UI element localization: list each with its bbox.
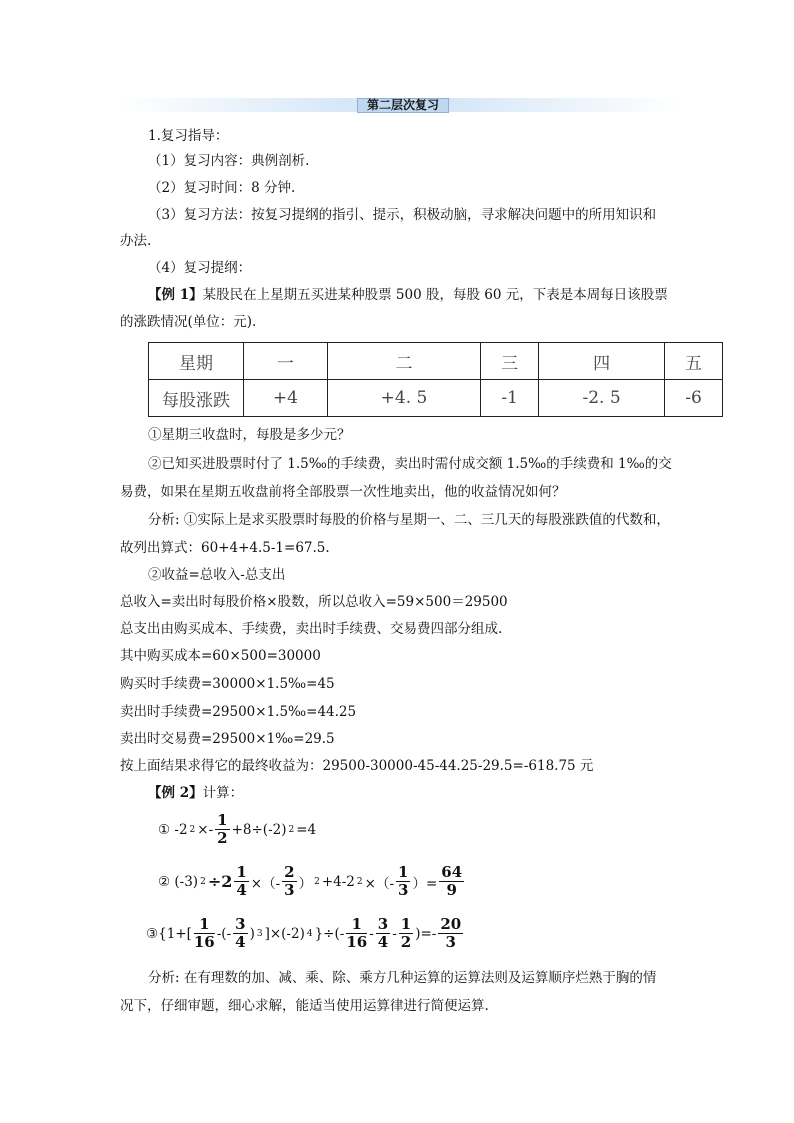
example1-final: 按上面结果求得它的最终收益为：29500-30000-45-44.25-29.5=-618.75 元 xyxy=(120,758,594,774)
example1-q1: ①星期三收盘时，每股是多少元？ xyxy=(148,427,351,443)
example2-heading: 【例 2】计算： xyxy=(148,785,244,801)
example1-label: 【例 1】 xyxy=(148,287,203,303)
fraction: $\frac{1}{4}$ xyxy=(236,863,247,899)
table-cell: 五 xyxy=(665,343,723,380)
fraction: $\frac{1}{16}$ xyxy=(193,915,215,951)
section-title: 第二层次复习 xyxy=(357,98,449,113)
example1-total-expense: 总支出由购买成本、手续费，卖出时手续费、交易费四部分组成. xyxy=(120,621,503,637)
table-cell: 星期 xyxy=(149,343,244,380)
guide-method-line1: （3）复习方法：按复习提纲的指引、提示，积极动脑，寻求解决问题中的所用知识和 xyxy=(148,207,657,223)
example2-label: 【例 2】 xyxy=(148,785,203,801)
example2-analysis-line2: 况下，仔细审题，细心求解，能适当使用运算律进行简便运算. xyxy=(120,998,489,1014)
fraction: $\frac{3}{4}$ xyxy=(235,915,246,951)
example2-analysis-line1: 分析: 在有理数的加、减、乘、除、乘方几种运算的运算法则及运算顺序烂熟于胸的情 xyxy=(148,970,657,986)
fraction: $\frac{64}{9}$ xyxy=(441,863,463,899)
example1-purchase-cost: 其中购买成本=60×500=30000 xyxy=(120,648,321,664)
table-cell: -2. 5 xyxy=(539,380,665,417)
fraction: $\frac{1}{16}$ xyxy=(346,915,368,951)
example1-analysis-line1: 分析: ①实际上是求买股票时每股的价格与星期一、二、三几天的每股涨跌值的代数和， xyxy=(148,512,670,528)
guide-method-line2: 办法. xyxy=(120,233,152,249)
fraction: $\frac{2}{3}$ xyxy=(284,863,295,899)
table-row xyxy=(149,380,723,417)
table-row xyxy=(149,343,723,380)
equation-1: ① -2 2 ×- $\frac{1}{2}$ +8÷(-2) 2 =4 xyxy=(158,811,317,847)
example1-text-line1: 【例 1】某股民在上星期五买进某种股票 500 股，每股 60 元，下表是本周每日该股票 xyxy=(148,287,668,303)
example1-text-line2: 的涨跌情况(单位：元). xyxy=(120,314,257,330)
guide-content: （1）复习内容：典例剖析. xyxy=(148,153,310,169)
equation-3: ③{1+[ $\frac{1}{16}$ -(- $\frac{3}{4}$ ) 3 ]×(-2) 4 }÷(- $\frac{1}{16}$ - $\frac{3}{4}$ - $\frac{1}{2}$ )=- $\frac{20}{3}$ xyxy=(146,915,462,951)
fraction: $\frac{20}{3}$ xyxy=(440,915,462,951)
equation-2: ② (-3) 2 ÷2 $\frac{1}{4}$ ×（- $\frac{2}{3}$ ） 2 +4-2 2 ×（- $\frac{1}{3}$ ）= $\frac{64}{9}$ xyxy=(158,863,463,899)
fraction: $\frac{1}{2}$ xyxy=(217,811,228,847)
example1-q2-line2: 易费，如果在星期五收盘前将全部股票一次性地卖出，他的收益情况如何？ xyxy=(120,484,566,500)
guide-time: （2）复习时间：8 分钟. xyxy=(148,180,296,196)
guide-outline: （4）复习提纲： xyxy=(148,260,252,276)
example1-buy-fee: 购买时手续费=30000×1.5‰=45 xyxy=(120,676,335,692)
table-cell: -1 xyxy=(481,380,539,417)
example1-trade-fee: 卖出时交易费=29500×1‰=29.5 xyxy=(120,731,335,747)
example1-analysis-line2: 故列出算式：60+4+4.5-1=67.5. xyxy=(120,540,330,556)
fraction: $\frac{1}{3}$ xyxy=(398,863,409,899)
table-cell: 三 xyxy=(481,343,539,380)
guide-heading: 1.复习指导： xyxy=(148,128,229,144)
fraction: $\frac{3}{4}$ xyxy=(377,915,389,951)
table-cell: 每股涨跌 xyxy=(149,380,244,417)
table-cell: 四 xyxy=(539,343,665,380)
table-cell: 一 xyxy=(244,343,328,380)
table-cell: +4. 5 xyxy=(327,380,480,417)
stock-change-table xyxy=(148,342,723,417)
table-cell: -6 xyxy=(665,380,723,417)
table-cell: +4 xyxy=(244,380,328,417)
fraction: $\frac{1}{2}$ xyxy=(400,915,412,951)
example1-sell-fee: 卖出时手续费=29500×1.5‰=44.25 xyxy=(120,704,357,720)
example1-q2-line1: ②已知买进股票时付了 1.5‰的手续费，卖出时需付成交额 1.5‰的手续费和 1‰的交 xyxy=(148,456,672,472)
example1-profit: ②收益=总收入-总支出 xyxy=(148,567,286,583)
example1-total-income: 总收入=卖出时每股价格×股数，所以总收入=59×500＝29500 xyxy=(120,594,508,610)
table-cell: 二 xyxy=(327,343,480,380)
